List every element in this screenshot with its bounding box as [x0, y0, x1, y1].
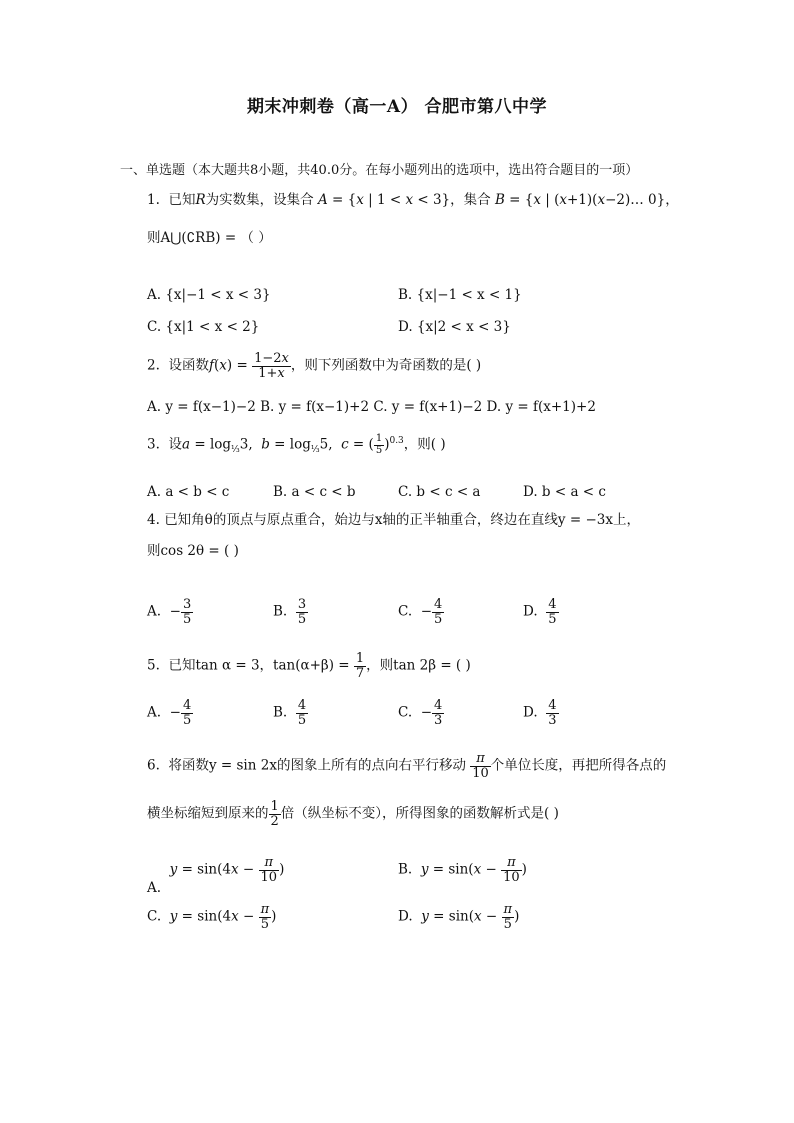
q2-options: A. y = f(x−1)−2 B. y = f(x−1)+2 C. y = f(x+1)−2 D. y = f(x+1)+2 — [147, 399, 596, 415]
q6-option-a: A. y = sin(4x − $\frac{\pi}{10}$ ) — [147, 855, 285, 896]
q4-option-a: A. − $\frac{3}{5}$ — [147, 597, 192, 627]
q5-option-b: B. $\frac{4}{5}$ — [273, 698, 307, 728]
q5-option-c: C. − $\frac{4}{3}$ — [398, 698, 443, 728]
q1-option-d: D. {x|2 < x < 3} — [398, 319, 511, 335]
q4-option-b: B. $\frac{3}{5}$ — [273, 597, 307, 627]
q4-option-d: D. $\frac{4}{5}$ — [523, 597, 557, 627]
q1-option-a: A. {x|−1 < x < 3} — [147, 287, 271, 303]
question-5-stem: 5. 已知tan α = 3，tan(α+β) = $\frac{1}{7}$ ，则tan 2β = ( ) — [147, 651, 471, 681]
page-title: 期末冲刺卷（高一A） 合肥市第八中学 — [246, 97, 548, 117]
q1-option-c: C. {x|1 < x < 2} — [147, 319, 260, 335]
q5-option-a: A. − $\frac{4}{5}$ — [147, 698, 192, 728]
q3-option-a: A. a < b < c — [147, 484, 230, 500]
q3-option-b: B. a < c < b — [273, 484, 356, 500]
question-6-stem: 6. 将函数y = sin 2x的图象上所有的点向右平行移动 $\frac{\pi}{10}$ 个单位长度，再把所得各点的 — [147, 751, 667, 781]
question-4-stem: 4. 已知角θ的顶点与原点重合，始边与x轴的正半轴重合，终边在直线y = −3x上， — [147, 512, 640, 528]
q1-option-b: B. {x|−1 < x < 1} — [398, 287, 522, 303]
question-6-line2: 横坐标缩短到原来的 $\frac{1}{2}$ 倍（纵坐标不变），所得图象的函数解析式是( ) — [147, 799, 559, 829]
fraction: $\frac{1-2x}{1+x}$ — [254, 351, 289, 381]
q5-option-d: D. $\frac{4}{3}$ — [523, 698, 557, 728]
q6-option-d: D. y = sin(x − $\frac{\pi}{5}$ ) — [398, 902, 520, 932]
question-1-line2: 则A⋃(∁RB) = （ ） — [147, 230, 272, 246]
question-1-stem: 1. 已知R为实数集，设集合 A = {x | 1 < x < 3}，集合 B = {x | (x+1)(x−2)… 0}， — [147, 192, 679, 208]
question-3-stem: 3. 设$a = \log_{\frac{1}{3}}3$, $b = \log_{\frac{1}{3}}5$, c = ( $\frac{1}{5}$ )$^{0.3}$，则( ) — [147, 433, 446, 456]
q3-option-c: C. b < c < a — [398, 484, 481, 500]
section-heading: 一、单选题（本大题共8小题，共40.0分。在每小题列出的选项中，选出符合题目的一项） — [120, 163, 639, 178]
question-2-stem: 2. 设函数f(x) = $\frac{1-2x}{1+x}$ ，则下列函数中为奇函数的是( ) — [147, 351, 482, 381]
q6-option-b: B. y = sin(x − $\frac{\pi}{10}$ ) — [398, 855, 527, 885]
q6-option-c: C. y = sin(4x − $\frac{\pi}{5}$ ) — [147, 902, 277, 932]
q4-option-c: C. − $\frac{4}{5}$ — [398, 597, 443, 627]
q3-option-d: D. b < a < c — [523, 484, 606, 500]
question-4-line2: 则cos 2θ = ( ) — [147, 543, 239, 559]
